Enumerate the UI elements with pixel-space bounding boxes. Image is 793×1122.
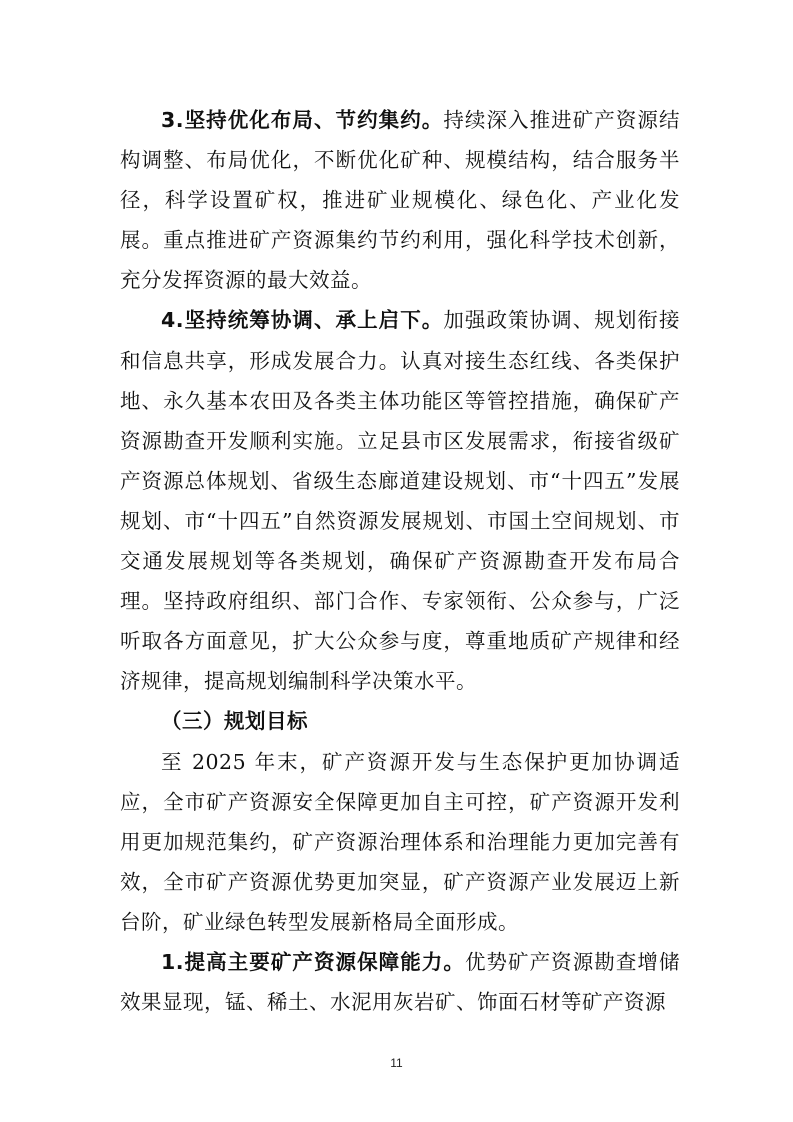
paragraph-coordination xyxy=(120,300,680,701)
paragraph-guarantee-capacity xyxy=(120,942,680,1022)
paragraph-body: 持续深入推进矿产资源结构调整、布局优化，不断优化矿种、规模结构，结合服务半径，科学设置矿权，推进矿业规模化、绿色化、产业化发展。重点推进矿产资源集约节约利用，强化科学技术创新，充分发挥资源的最大效益。 xyxy=(120,108,680,293)
paragraph-lead: 1.提高主要矿产资源保障能力。 xyxy=(161,949,465,974)
goal-paragraph: 至 2025 年末，矿产资源开发与生态保护更加协调适应，全市矿产资源安全保障更加自主可控，矿产资源开发利用更加规范集约，矿产资源治理体系和治理能力更加完善有效，全市矿产资源优势更加突显，矿产资源产业发展迈上新台阶，矿业绿色转型发展新格局全面形成。 xyxy=(120,749,680,934)
paragraph-lead: 3.坚持优化布局、节约集约。 xyxy=(161,108,444,132)
paragraph-body: 加强政策协调、规划衔接和信息共享，形成发展合力。认真对接生态红线、各类保护地、永久基本农田及各类主体功能区等管控措施，确保矿产资源勘查开发顺利实施。立足县市区发展需求，衔接省级矿产资源总体规划、省级生态廊道建设规划、市“十四五”发展规划、市“十四五”自然资源发展规划、市国土空间规划、市交通发展规划等各类规划，确保矿产资源勘查开发布局合理。坚持政府组织、部门合作、专家领衔、公众参与，广泛听取各方面意见，扩大公众参与度，尊重地质矿产规律和经济规律，提高规划编制科学决策水平。 xyxy=(120,308,680,694)
paragraph-optimize-layout xyxy=(120,100,680,300)
paragraph-lead: 4.坚持统筹协调、承上启下。 xyxy=(161,308,444,333)
section-heading: （三）规划目标 xyxy=(161,709,308,734)
document-page xyxy=(120,100,680,1022)
paragraph-body: 优势矿产资源勘查增储效果显现，锰、稀土、水泥用灰岩矿、饰面石材等矿产资源 xyxy=(120,949,680,1015)
page-number: 11 xyxy=(390,1056,403,1070)
